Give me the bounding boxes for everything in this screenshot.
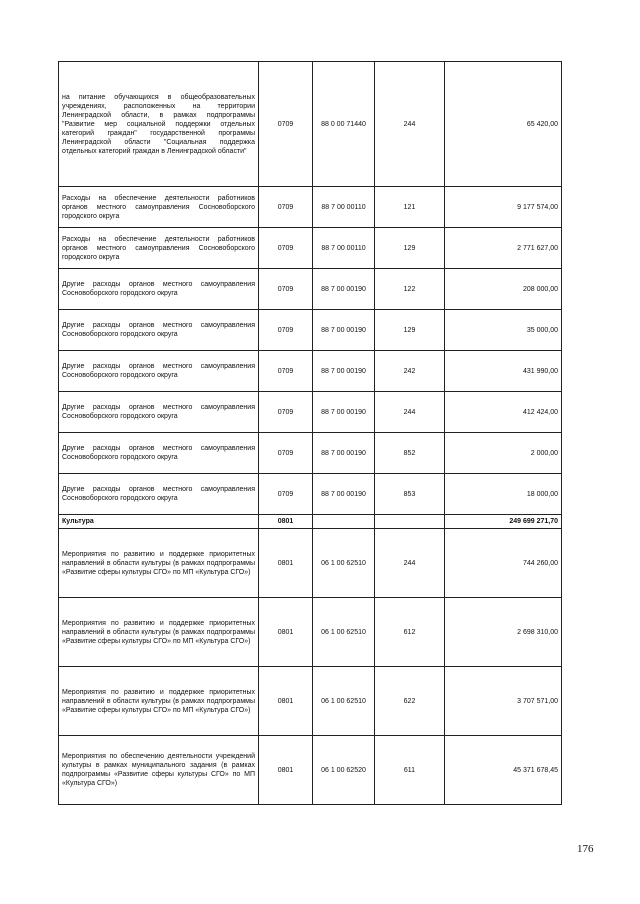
row-target-code: 88 7 00 00190 — [313, 392, 375, 433]
row-amount: 744 260,00 — [445, 529, 562, 598]
row-section-code: 0709 — [259, 392, 313, 433]
page-number: 176 — [577, 843, 594, 855]
row-name: Другие расходы органов местного самоуправления Сосновоборского городского округа — [59, 433, 259, 474]
row-target-code: 88 7 00 00190 — [313, 269, 375, 310]
row-amount: 431 990,00 — [445, 351, 562, 392]
row-name: Мероприятия по развитию и поддержке приоритетных направлений в области культуры (в рамках подпрограммы «Развитие сферы культуры СГО» по МП «Культура СГО») — [59, 529, 259, 598]
row-amount: 9 177 574,00 — [445, 187, 562, 228]
row-name: Мероприятия по развитию и поддержке приоритетных направлений в области культуры (в рамках подпрограммы «Развитие сферы культуры СГО» по МП «Культура СГО») — [59, 598, 259, 667]
row-name: Другие расходы органов местного самоуправления Сосновоборского городского округа — [59, 310, 259, 351]
row-target-code: 88 7 00 00110 — [313, 187, 375, 228]
table-row — [59, 667, 562, 736]
row-target-code: 06 1 00 62510 — [313, 529, 375, 598]
table-row — [59, 62, 562, 187]
budget-table — [58, 61, 562, 805]
row-amount: 249 699 271,70 — [445, 515, 562, 529]
row-amount: 208 000,00 — [445, 269, 562, 310]
row-amount: 2 771 627,00 — [445, 228, 562, 269]
row-amount: 65 420,00 — [445, 62, 562, 187]
row-target-code: 06 1 00 62510 — [313, 667, 375, 736]
row-expense-type: 244 — [375, 62, 445, 187]
row-target-code: 88 0 00 71440 — [313, 62, 375, 187]
row-section-code: 0801 — [259, 598, 313, 667]
row-target-code: 88 7 00 00110 — [313, 228, 375, 269]
table-row — [59, 310, 562, 351]
budget-table-body — [59, 62, 562, 805]
row-section-code: 0709 — [259, 351, 313, 392]
row-expense-type: 852 — [375, 433, 445, 474]
row-expense-type: 244 — [375, 529, 445, 598]
row-section-code: 0709 — [259, 62, 313, 187]
table-row — [59, 736, 562, 805]
row-section-code: 0801 — [259, 736, 313, 805]
row-name: Другие расходы органов местного самоуправления Сосновоборского городского округа — [59, 351, 259, 392]
row-expense-type: 611 — [375, 736, 445, 805]
row-target-code — [313, 515, 375, 529]
row-amount: 3 707 571,00 — [445, 667, 562, 736]
table-row-section-total — [59, 515, 562, 529]
row-amount: 18 000,00 — [445, 474, 562, 515]
table-row — [59, 529, 562, 598]
row-expense-type: 121 — [375, 187, 445, 228]
row-section-code: 0801 — [259, 529, 313, 598]
row-amount: 412 424,00 — [445, 392, 562, 433]
row-expense-type: 244 — [375, 392, 445, 433]
row-name: на питание обучающихся в общеобразовательных учреждениях, расположенных на территории Ленинградской области, в рамках подпрограммы "Развитие мер социальной поддержки отдельных категорий граждан" государственной программы Ленинградской области "Социальная поддержка отдельных категорий граждан в Ленинградской области" — [59, 62, 259, 187]
row-target-code: 88 7 00 00190 — [313, 351, 375, 392]
row-section-code: 0801 — [259, 667, 313, 736]
row-name: Расходы на обеспечение деятельности работников органов местного самоуправления Сосновоборского городского округа — [59, 187, 259, 228]
row-amount: 45 371 678,45 — [445, 736, 562, 805]
row-expense-type: 129 — [375, 228, 445, 269]
table-row — [59, 474, 562, 515]
row-expense-type: 853 — [375, 474, 445, 515]
row-expense-type: 122 — [375, 269, 445, 310]
row-target-code: 88 7 00 00190 — [313, 310, 375, 351]
row-expense-type: 129 — [375, 310, 445, 351]
row-name: Мероприятия по развитию и поддержке приоритетных направлений в области культуры (в рамках подпрограммы «Развитие сферы культуры СГО» по МП «Культура СГО») — [59, 667, 259, 736]
row-name: Мероприятия по обеспечению деятельности учреждений культуры в рамках муниципального задания (в рамках подпрограммы «Развитие сферы культуры СГО» по МП «Культура СГО») — [59, 736, 259, 805]
row-name: Расходы на обеспечение деятельности работников органов местного самоуправления Сосновоборского городского округа — [59, 228, 259, 269]
row-name: Другие расходы органов местного самоуправления Сосновоборского городского округа — [59, 474, 259, 515]
row-section-code: 0801 — [259, 515, 313, 529]
row-expense-type: 612 — [375, 598, 445, 667]
row-target-code: 88 7 00 00190 — [313, 433, 375, 474]
row-target-code: 06 1 00 62510 — [313, 598, 375, 667]
row-section-code: 0709 — [259, 433, 313, 474]
row-section-code: 0709 — [259, 228, 313, 269]
row-target-code: 88 7 00 00190 — [313, 474, 375, 515]
row-expense-type: 622 — [375, 667, 445, 736]
table-row — [59, 187, 562, 228]
row-section-code: 0709 — [259, 474, 313, 515]
row-amount: 2 000,00 — [445, 433, 562, 474]
row-target-code: 06 1 00 62520 — [313, 736, 375, 805]
table-row — [59, 228, 562, 269]
table-row — [59, 351, 562, 392]
row-expense-type: 242 — [375, 351, 445, 392]
row-section-code: 0709 — [259, 310, 313, 351]
table-row — [59, 269, 562, 310]
table-row — [59, 392, 562, 433]
row-name: Другие расходы органов местного самоуправления Сосновоборского городского округа — [59, 392, 259, 433]
row-amount: 35 000,00 — [445, 310, 562, 351]
row-expense-type — [375, 515, 445, 529]
row-name: Культура — [59, 515, 259, 529]
row-name: Другие расходы органов местного самоуправления Сосновоборского городского округа — [59, 269, 259, 310]
table-row — [59, 598, 562, 667]
row-section-code: 0709 — [259, 269, 313, 310]
row-section-code: 0709 — [259, 187, 313, 228]
row-amount: 2 698 310,00 — [445, 598, 562, 667]
table-row — [59, 433, 562, 474]
